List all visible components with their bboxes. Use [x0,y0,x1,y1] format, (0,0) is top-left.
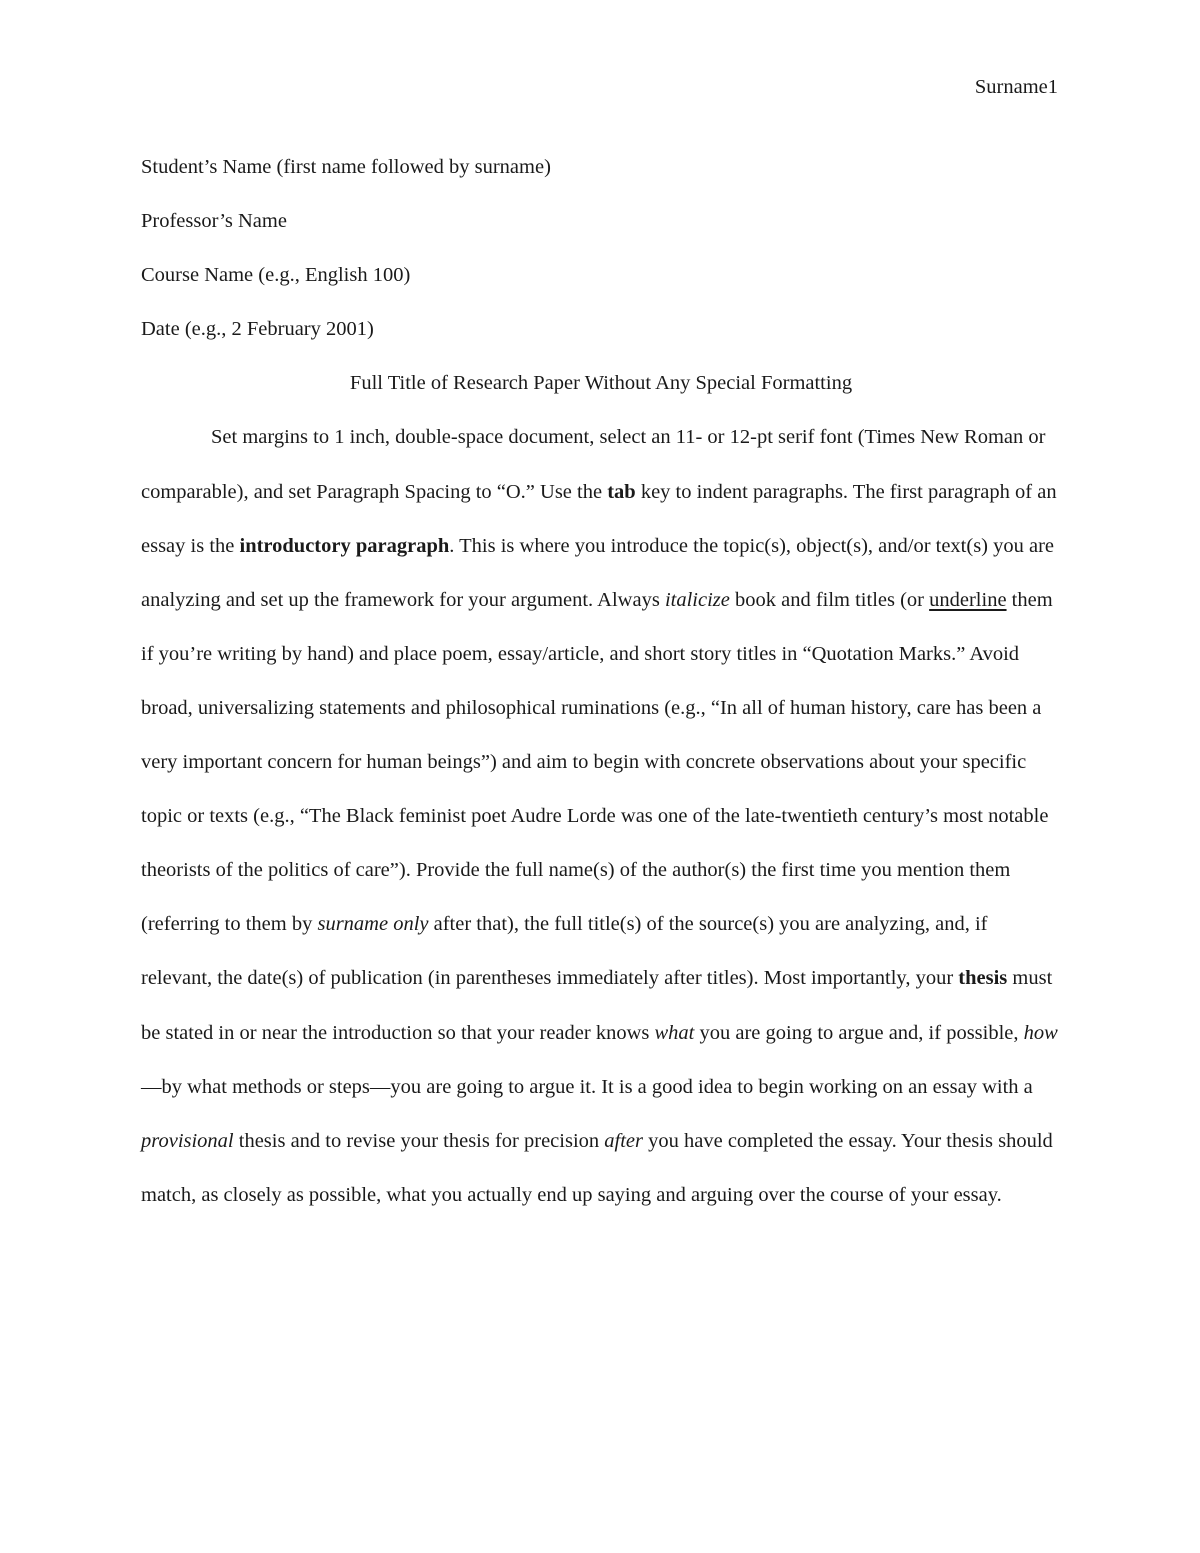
text-run: you have completed the essay. Your thesis should match, as closely as possible, what you actually end up saying and arguing over the course of your essay. [141,1129,1053,1206]
text-run: . This is where you introduce the topic(s), object(s), and/or text(s) you are analyzing and set up the framework for your argument. Always [141,534,1055,611]
italic-term-what: what [654,1021,695,1044]
italic-term-italicize: italicize [664,588,730,611]
text-run: must be stated in or near the introduction so that your reader knows [141,967,1053,1044]
course-name-line: Course Name (e.g., English 100) [141,264,411,287]
text-run: —by what methods or steps—you are going to argue it. It is a good idea to begin working on an essay with a [141,1075,1033,1098]
text-run: key to indent paragraphs. The first paragraph of an essay is the [141,480,1057,557]
document-content [141,140,1061,1222]
text-run: book and film titles (or [729,588,930,611]
intro-paragraph [141,410,1061,1221]
bold-term-thesis: thesis [958,967,1008,990]
student-name-line: Student’s Name (first name followed by surname) [141,156,551,178]
italic-term-surname-only: surname only [317,913,429,936]
text-run: Set margins to 1 inch, double-space document, select an 11- or 12-pt serif font (Times New Roman or comparable), and set Paragraph Spacing to “O.” Use the [141,426,1046,503]
paper-title: Full Title of Research Paper Without Any Special Formatting [349,372,853,395]
italic-term-provisional: provisional [141,1129,234,1152]
date-line: Date (e.g., 2 February 2001) [141,318,374,341]
running-head: Surname1 [974,76,1058,98]
bold-term-introductory-paragraph: introductory paragraph [239,534,450,557]
italic-term-how: how [1023,1021,1058,1044]
text-run: you are going to argue and, if possible, [694,1021,1024,1044]
text-run: them if you’re writing by hand) and place poem, essay/article, and short story titles in “Quotation Marks.” Avoid broad, universalizing statements and philosophical ruminations (e.g., “In all of human history, care has been a very important concern for human beings”) and aim to begin with concrete observations about your specific topic or texts (e.g., “The Black feminist poet Audre Lorde was one of the late-twentieth century’s most notable theorists of the politics of care”). Provide the full name(s) of the author(s) the first time you mention them (referring to them by [141,588,1053,936]
text-run: after that), the full title(s) of the source(s) you are analyzing, and, if relevant, the date(s) of publication (in parentheses immediately after titles). Most importantly, your [141,913,988,990]
italic-term-after: after [604,1129,643,1152]
bold-term-tab: tab [607,480,636,503]
underlined-term-underline: underline [929,588,1007,611]
text-run: thesis and to revise your thesis for precision [233,1129,605,1152]
professor-name-line: Professor’s Name [141,210,287,233]
